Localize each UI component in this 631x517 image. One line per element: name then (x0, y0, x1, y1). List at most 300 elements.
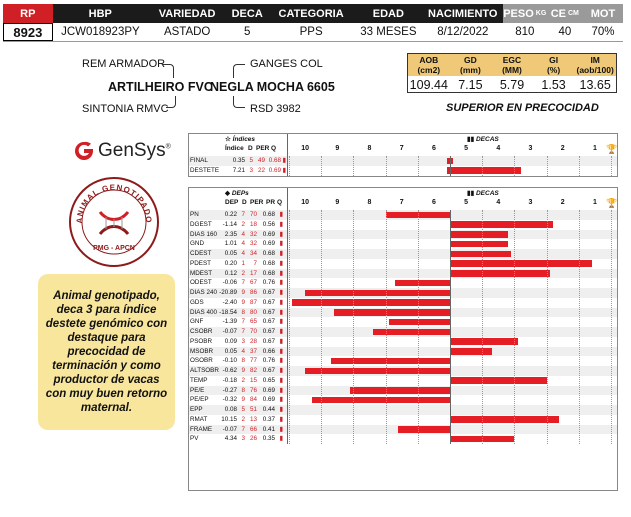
dep-value: -0.07 (222, 425, 237, 433)
dep-deca: 7 (241, 279, 245, 287)
deca-bar (373, 329, 450, 336)
trait-name: DIAS 160 (190, 230, 217, 238)
dep-value: 0.05 (224, 347, 237, 355)
dep-deca: 9 (241, 396, 245, 404)
pedigree-connector (166, 96, 176, 108)
dep-per: 18 (249, 220, 257, 228)
dep-deca: 5 (241, 406, 245, 413)
grid-line (611, 156, 612, 176)
trait-row (189, 356, 617, 366)
indices-decas-label: ▮▮ DECAS (467, 136, 499, 143)
scale-tick-label: 4 (496, 145, 501, 152)
dep-deca: 7 (241, 211, 245, 218)
trait-name: ODEST (190, 279, 212, 287)
deca-bar (398, 426, 450, 433)
dep-marker: ▮ (279, 357, 283, 365)
dep-per: 37 (249, 347, 257, 355)
deca-bar (450, 348, 492, 355)
grid-line (547, 210, 548, 444)
deca-bar (395, 280, 450, 287)
grid-line (514, 156, 515, 176)
edad-value: 33 MESES (360, 26, 417, 38)
index-value: 0.35 (232, 157, 245, 164)
dep-per: 87 (249, 298, 257, 306)
ce-value: 40 (558, 26, 572, 38)
deca-bar (305, 368, 450, 375)
index-header-gd: GD (mm) (460, 55, 481, 75)
index-value: 7.21 (232, 166, 245, 174)
grid-line (386, 210, 387, 444)
trait-name: ALTSOBR (190, 367, 219, 374)
pedigree-sire-sire: REM ARMADOR (82, 58, 166, 70)
scale-tick-label: 8 (367, 199, 372, 206)
scale-tick-label: 9 (335, 199, 340, 206)
grid-line (482, 210, 483, 444)
trait-name: GDS (190, 298, 204, 306)
header-hbp: HBP (88, 7, 112, 20)
dep-deca: 9 (241, 367, 245, 374)
dep-value: -0.32 (222, 396, 237, 404)
scale-tick-label: 1 (592, 199, 597, 206)
trait-row (189, 308, 617, 318)
indices-chart (188, 133, 618, 177)
index-per: 49 (257, 157, 265, 164)
trait-row (189, 415, 617, 425)
dep-pr: 0.67 (262, 328, 275, 335)
callout-text: Animal genotipado, deca 3 para índice destete genómico con destaque para precocidad de terminación y como productor de vacas con muy buen retorno maternal. (45, 290, 168, 414)
dep-deca: 4 (241, 230, 245, 238)
dep-pr: 0.69 (262, 240, 275, 248)
dep-deca: 7 (241, 318, 245, 326)
trait-name: PDEST (190, 259, 211, 267)
dep-pr: 0.68 (262, 211, 275, 218)
deps-chart (188, 187, 618, 491)
trait-name: DIAS 240 (190, 289, 217, 296)
deps-scale: DEP D PER PR Q 10 9 8 7 6 5 4 3 2 1 🏆 (225, 198, 618, 208)
scale-tick-label: 2 (560, 145, 565, 152)
pedigree-dam: NEGLA MOCHA 6605 (210, 80, 335, 94)
dep-per: 13 (249, 415, 257, 423)
scale-tick-label: 2 (560, 199, 565, 206)
grid-line (321, 210, 322, 444)
dep-per: 70 (249, 211, 257, 218)
trait-row (189, 220, 617, 230)
grid-line (321, 156, 322, 176)
index-value-gi: 1.53 (541, 77, 566, 92)
dep-marker: ▮ (279, 230, 283, 238)
trait-row (189, 259, 617, 269)
grid-line (611, 210, 612, 444)
trait-name: FRAME (190, 425, 213, 433)
deca-bar (331, 358, 450, 365)
pedigree-sire-dam: SINTONIA RMVC (82, 103, 169, 115)
dep-deca: 2 (241, 415, 245, 423)
dep-per: 65 (249, 318, 257, 326)
trait-name: FINAL (190, 157, 208, 164)
grid-line (418, 210, 419, 444)
index-deca: 5 (249, 157, 253, 164)
trait-name: PV (190, 435, 199, 443)
deca-bar (447, 167, 521, 174)
dep-value: 0.22 (224, 211, 237, 218)
trait-name: PSOBR (190, 337, 213, 345)
dep-value: 10.15 (221, 415, 237, 423)
scale-tick-label: 4 (496, 199, 501, 206)
dep-marker: ▮ (279, 376, 283, 384)
scale-tick-label: 6 (431, 199, 436, 206)
trait-name: TEMP (190, 376, 208, 384)
pedigree-dam-sire: GANGES COL (250, 58, 323, 70)
dep-per: 7 (253, 259, 257, 267)
scale-tick-label: 5 (464, 199, 469, 206)
grid-line (450, 210, 451, 444)
rp-number: 8923 (3, 23, 53, 41)
dep-pr: 0.37 (262, 415, 275, 423)
index-value-egc: 5.79 (499, 77, 525, 92)
dep-deca: 8 (241, 386, 245, 394)
dep-value: -0.27 (222, 386, 237, 394)
dep-pr: 0.41 (262, 425, 275, 433)
trait-name: DIAS 400 (190, 308, 217, 316)
trait-name: DGEST (190, 220, 212, 228)
trait-row (189, 156, 617, 166)
trait-name: MDEST (190, 269, 213, 277)
header-nacimiento: NACIMIENTO (428, 7, 498, 20)
dep-pr: 0.69 (262, 386, 275, 394)
index-value-im: 13.65 (579, 77, 611, 92)
dep-value: 2.35 (224, 230, 237, 238)
trait-row (189, 249, 617, 259)
header-edad: EDAD (372, 7, 404, 20)
trait-name: GND (190, 240, 204, 248)
deca-bar (389, 319, 450, 326)
scale-tick-label: 5 (464, 145, 469, 152)
scale-tick-label: 6 (431, 145, 436, 152)
dep-value: -0.10 (222, 357, 237, 365)
dep-deca: 4 (241, 250, 245, 257)
header-rp: RP (3, 4, 53, 23)
categoria-value: PPS (299, 26, 323, 38)
dep-marker: ▮ (279, 269, 283, 277)
deca-bar (312, 397, 450, 404)
header-ce: CE CM (547, 4, 583, 23)
trait-row (189, 278, 617, 288)
dep-deca: 1 (241, 259, 245, 267)
deca-bar (450, 338, 518, 345)
dep-marker: ▮ (279, 425, 283, 433)
dep-per: 32 (249, 240, 257, 248)
dep-pr: 0.67 (262, 337, 275, 345)
hbp-value: JCW018923PY (61, 26, 140, 38)
nacimiento-value: 8/12/2022 (437, 26, 489, 38)
trophy-icon: 🏆 (606, 198, 618, 208)
grid-line (482, 156, 483, 176)
grid-line (450, 156, 451, 176)
dep-value: -0.62 (222, 367, 237, 374)
grid-line (353, 156, 354, 176)
header-deca: DECA (231, 7, 263, 20)
pedigree-connector (233, 64, 245, 78)
deca-bar (450, 377, 547, 384)
trait-row (189, 317, 617, 327)
trait-name: PE/E (190, 386, 205, 394)
superior-note: SUPERIOR EN PRECOCIDAD (446, 102, 599, 114)
trait-row (189, 210, 617, 220)
index-value-gd: 7.15 (458, 77, 483, 92)
dep-pr: 0.67 (262, 318, 275, 326)
header-categoria: CATEGORIA (278, 7, 344, 20)
trait-row (189, 395, 617, 405)
dep-per: 86 (249, 289, 257, 296)
index-header-gi: GI (%) (546, 55, 561, 75)
genomic-index-box (407, 53, 617, 93)
dep-marker: ▮ (279, 240, 283, 248)
dep-marker: ▮ (279, 250, 283, 257)
dep-value: 1.01 (224, 240, 237, 248)
deca-bar (450, 270, 550, 277)
dep-deca: 9 (241, 289, 245, 296)
dep-value: -0.07 (222, 328, 237, 335)
header-mot: MOT (583, 4, 623, 23)
trait-name: CSOBR (190, 328, 213, 335)
dep-marker: ▮ (279, 396, 283, 404)
svg-text:ANIMAL GENOTIPADO: ANIMAL GENOTIPADO (74, 182, 154, 224)
header-peso: PESO KG (503, 4, 547, 23)
grid-line (579, 210, 580, 444)
dna-seal-icon (68, 176, 160, 268)
dep-pr: 0.67 (262, 308, 275, 316)
dep-per: 82 (249, 367, 257, 374)
dep-deca: 2 (241, 269, 245, 277)
deca-bar (334, 309, 450, 316)
grid-line (289, 210, 290, 444)
index-headers (408, 54, 616, 76)
dep-pr: 0.56 (262, 220, 275, 228)
scale-tick-label: 10 (301, 199, 309, 206)
deca-bar (292, 299, 450, 306)
scale-tick-label: 9 (335, 145, 340, 152)
dep-per: 77 (249, 357, 257, 365)
trait-row (189, 347, 617, 357)
dep-deca: 7 (241, 425, 245, 433)
dep-deca: 8 (241, 357, 245, 365)
trophy-icon: 🏆 (606, 144, 618, 154)
trait-name: DESTETE (190, 166, 220, 174)
dep-pr: 0.76 (262, 279, 275, 287)
variedad-value: ASTADO (163, 26, 211, 38)
dep-deca: 3 (241, 337, 245, 345)
pedigree-connector (233, 96, 245, 108)
grid-line (289, 156, 290, 176)
index-q: 0.69 (268, 166, 281, 174)
dep-per: 32 (249, 230, 257, 238)
dep-marker: ▮ (279, 298, 283, 306)
grid-line (418, 156, 419, 176)
dep-per: 28 (249, 337, 257, 345)
deca-bar (450, 231, 508, 238)
peso-value: 810 (515, 26, 535, 38)
dep-deca: 3 (241, 435, 245, 443)
dep-marker: ▮ (279, 337, 283, 345)
dep-marker: ▮ (279, 259, 283, 267)
dep-deca: 7 (241, 328, 245, 335)
dep-value: -1.39 (222, 318, 237, 326)
dep-value: 0.20 (224, 259, 237, 267)
dep-marker: ▮ (279, 435, 283, 443)
trait-row (189, 298, 617, 308)
dep-marker: ▮ (279, 318, 283, 326)
scale-tick-label: 3 (528, 145, 533, 152)
dep-pr: 0.35 (262, 435, 275, 443)
index-value-aob: 109.44 (409, 77, 448, 92)
grid-line (353, 210, 354, 444)
index-header-im: IM (aob/100) (576, 55, 614, 75)
deca-bar (350, 387, 450, 394)
dep-pr: 0.68 (262, 269, 275, 277)
dep-per: 34 (249, 250, 257, 257)
header-values (3, 23, 623, 42)
dep-marker: ▮ (279, 220, 283, 228)
dep-per: 51 (249, 406, 257, 413)
dep-per: 66 (249, 425, 257, 433)
dep-per: 70 (249, 328, 257, 335)
table-separator (287, 188, 288, 444)
index-deca: 3 (249, 166, 253, 174)
dep-deca: 4 (241, 347, 245, 355)
indices-scale: Índice D PER Q 10 9 8 7 6 5 4 3 2 1 🏆 (225, 144, 618, 154)
dep-value: -18.54 (219, 308, 237, 316)
header-variedad: VARIEDAD (158, 7, 216, 20)
trait-row (189, 288, 617, 298)
deca-bar (450, 251, 511, 258)
dep-marker: ▮ (279, 347, 283, 355)
grid-line (514, 210, 515, 444)
dep-per: 67 (249, 279, 257, 287)
dep-per: 17 (249, 269, 257, 277)
trait-name: OSOBR (190, 357, 213, 365)
dep-deca: 2 (241, 220, 245, 228)
dep-marker: ▮ (279, 367, 283, 374)
dep-per: 76 (249, 386, 257, 394)
dep-value: 4.34 (224, 435, 237, 443)
index-per: 22 (257, 166, 265, 174)
header-labels (3, 4, 623, 23)
dep-value: -20.89 (219, 289, 237, 296)
dep-marker: ▮ (279, 211, 283, 218)
trait-name: PE/EP (190, 396, 209, 404)
trait-name: PN (190, 211, 199, 218)
gensys-logo: GenSys® (73, 140, 171, 162)
dep-value: 0.05 (224, 250, 237, 257)
dep-marker: ▮ (279, 415, 283, 423)
dep-pr: 0.65 (262, 376, 275, 384)
grid-line (579, 156, 580, 176)
pedigree-sire: ARTILHEIRO FVC (108, 80, 213, 94)
dep-value: -1.14 (222, 220, 237, 228)
trait-name: RMAT (190, 415, 208, 423)
deps-title: ◆ DEPs (225, 190, 249, 197)
dep-marker: ▮ (279, 279, 283, 287)
gensys-name: GenSys (98, 140, 166, 161)
deca-bar (305, 290, 450, 297)
dep-marker: ▮ (279, 308, 283, 316)
scale-tick-label: 10 (301, 145, 309, 152)
index-q: 0.68 (268, 157, 281, 164)
scale-tick-label: 7 (399, 145, 404, 152)
dep-deca: 2 (241, 376, 245, 384)
trait-row (189, 337, 617, 347)
dep-per: 15 (249, 376, 257, 384)
dep-pr: 0.69 (262, 230, 275, 238)
trait-name: EPP (190, 406, 203, 413)
dep-pr: 0.67 (262, 289, 275, 296)
dep-pr: 0.69 (262, 396, 275, 404)
deca-bar (450, 416, 559, 423)
gensys-g-icon (73, 140, 95, 162)
mot-value: 70% (591, 26, 615, 38)
trait-row (189, 376, 617, 386)
index-marker: ▮ (282, 166, 286, 174)
dep-value: 0.12 (224, 269, 237, 277)
dep-pr: 0.67 (262, 367, 275, 374)
index-values (408, 76, 616, 93)
index-header-egc: EGC (MM) (502, 55, 522, 75)
callout-box (38, 274, 175, 430)
trait-row (189, 327, 617, 337)
dep-marker: ▮ (279, 289, 283, 296)
dep-value: 0.09 (224, 337, 237, 345)
dep-marker: ▮ (279, 406, 283, 413)
index-marker: ▮ (282, 157, 286, 164)
trait-name: CDEST (190, 250, 212, 257)
trait-name: GNF (190, 318, 204, 326)
pedigree-connector (162, 64, 174, 78)
dep-pr: 0.76 (262, 357, 275, 365)
pedigree-dam-dam: RSD 3982 (250, 103, 301, 115)
trait-name: MSOBR (190, 347, 214, 355)
trait-row (189, 239, 617, 249)
deca-bar (450, 260, 592, 267)
dep-pr: 0.67 (262, 298, 275, 306)
dep-per: 84 (249, 396, 257, 404)
deca-value: 5 (244, 26, 251, 38)
table-separator (287, 134, 288, 176)
deca-bar (450, 221, 553, 228)
trait-row (189, 425, 617, 435)
trait-row (189, 230, 617, 240)
dep-deca: 8 (241, 308, 245, 316)
dep-marker: ▮ (279, 328, 283, 335)
trait-row (189, 386, 617, 396)
trait-row (189, 405, 617, 415)
dep-marker: ▮ (279, 386, 283, 394)
scale-tick-label: 1 (592, 145, 597, 152)
dep-deca: 9 (241, 298, 245, 306)
dep-per: 80 (249, 308, 257, 316)
index-header-aob: AOB (cm2) (417, 55, 441, 75)
scale-tick-label: 8 (367, 145, 372, 152)
grid-line (386, 156, 387, 176)
scale-tick-label: 3 (528, 199, 533, 206)
deca-bar (450, 241, 508, 248)
dep-pr: 0.68 (262, 250, 275, 257)
trait-row (189, 434, 617, 444)
dep-value: -2.40 (222, 298, 237, 306)
deps-decas-label: ▮▮ DECAS (467, 190, 499, 197)
dep-pr: 0.68 (262, 259, 275, 267)
dep-value: -0.06 (222, 279, 237, 287)
dep-per: 26 (249, 435, 257, 443)
